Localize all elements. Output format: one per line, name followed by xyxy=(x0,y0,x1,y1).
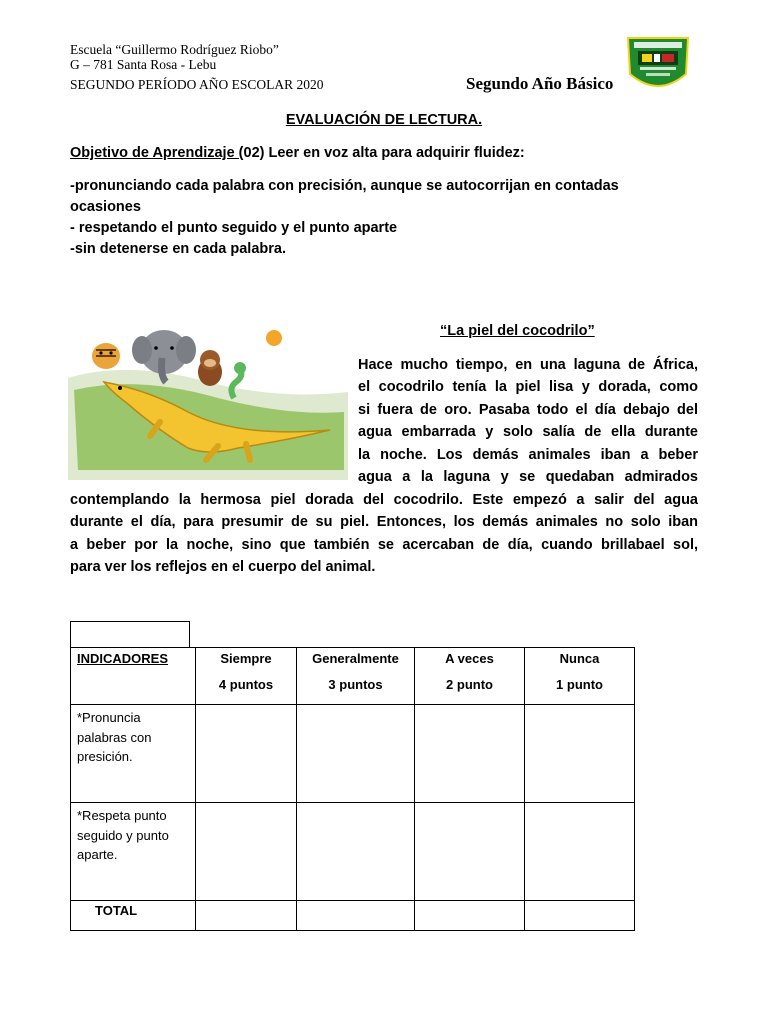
level-name: A veces xyxy=(445,651,494,666)
story-title: “La piel del cocodrilo” xyxy=(440,323,595,339)
story-line: contemplando la hermosa piel dorada del cocodrilo. Este empezó a salir del agua xyxy=(70,492,698,508)
indicators-header xyxy=(71,648,196,705)
story-line: el cocodrilo tenía la piel lisa y dorada, como xyxy=(358,379,698,395)
learning-objective xyxy=(70,145,525,161)
score-cell[interactable] xyxy=(525,803,635,901)
monkey-icon xyxy=(198,350,222,386)
score-cell[interactable] xyxy=(415,705,525,803)
rubric-table xyxy=(70,647,635,931)
school-address: G – 781 Santa Rosa - Lebu xyxy=(70,57,217,72)
name-box xyxy=(70,621,190,647)
indicator-line: aparte. xyxy=(77,847,118,862)
table-row xyxy=(71,705,635,803)
score-cell[interactable] xyxy=(196,803,297,901)
crocodile-illustration xyxy=(68,320,348,480)
level-name: Generalmente xyxy=(312,651,399,666)
indicator-line: *Respeta punto xyxy=(77,808,167,823)
school-period: SEGUNDO PERÍODO AÑO ESCOLAR 2020 xyxy=(70,77,324,92)
level-header-nunca xyxy=(525,648,635,705)
score-cell[interactable] xyxy=(415,803,525,901)
criterion-line: - respetando el punto seguido y el punto aparte xyxy=(70,220,398,236)
objective-criteria xyxy=(70,176,670,260)
story-line: si fuera de oro. Pasaba todo el día debajo del xyxy=(358,402,698,418)
level-points: 2 punto xyxy=(446,677,493,692)
story-line: la noche. Los demás animales iban a beber xyxy=(358,447,698,463)
score-cell[interactable] xyxy=(297,705,415,803)
criterion-line: -sin detenerse en cada palabra. xyxy=(70,241,286,257)
school-name: Escuela “Guillermo Rodríguez Riobo” xyxy=(70,42,279,57)
story-line: durante el día, para presumir de su piel. Entonces, los demás animales no solo iban xyxy=(70,514,698,530)
indicator-line: *Pronuncia xyxy=(77,710,141,725)
story-line: a beber por la noche, sino que también se acercaban de día, cuando brillabael sol, xyxy=(70,537,698,553)
objective-label: Objetivo de Aprendizaje ( xyxy=(70,145,244,161)
score-cell[interactable] xyxy=(297,803,415,901)
grade-label: Segundo Año Básico xyxy=(466,74,614,93)
score-cell[interactable] xyxy=(196,705,297,803)
evaluation-title: EVALUACIÓN DE LECTURA. xyxy=(285,112,483,128)
objective-text: Leer en voz alta para adquirir fluidez: xyxy=(264,145,525,161)
indicator-line: seguido y punto xyxy=(77,827,169,843)
story-line: agua a la laguna y se quedaban admirados xyxy=(358,469,698,485)
indicator-punctuation xyxy=(71,803,196,901)
total-cell[interactable] xyxy=(297,901,415,931)
school-logo-icon xyxy=(624,34,692,94)
level-header-a-veces xyxy=(415,648,525,705)
level-header-siempre xyxy=(196,648,297,705)
level-points: 3 puntos xyxy=(328,677,383,692)
indicator-line: palabras con xyxy=(77,729,152,745)
rubric-header-row xyxy=(71,648,635,705)
criterion-line: -pronunciando cada palabra con precisión, aunque se autocorrijan en contadas xyxy=(70,178,619,194)
level-name: Siempre xyxy=(220,651,272,666)
indicators-header-label: INDICADORES xyxy=(77,651,169,666)
level-points: 1 punto xyxy=(556,677,603,692)
total-cell[interactable] xyxy=(525,901,635,931)
table-row xyxy=(71,803,635,901)
story-line: para ver los reflejos en el cuerpo del animal. xyxy=(70,559,376,575)
total-row xyxy=(71,901,635,931)
total-label: TOTAL xyxy=(71,901,196,931)
score-cell[interactable] xyxy=(525,705,635,803)
total-cell[interactable] xyxy=(415,901,525,931)
story-line: Hace mucho tiempo, en una laguna de África, xyxy=(358,357,698,373)
level-header-generalmente xyxy=(297,648,415,705)
criterion-line: ocasiones xyxy=(70,199,141,215)
level-points: 4 puntos xyxy=(218,677,274,692)
story-line: agua embarrada y solo salía de ella durante xyxy=(358,424,698,440)
indicator-pronunciation xyxy=(71,705,196,803)
indicator-line: presición. xyxy=(77,749,133,764)
objective-code: 02) xyxy=(243,145,265,161)
total-cell[interactable] xyxy=(196,901,297,931)
level-name: Nunca xyxy=(559,651,600,666)
tiger-icon xyxy=(92,343,120,369)
